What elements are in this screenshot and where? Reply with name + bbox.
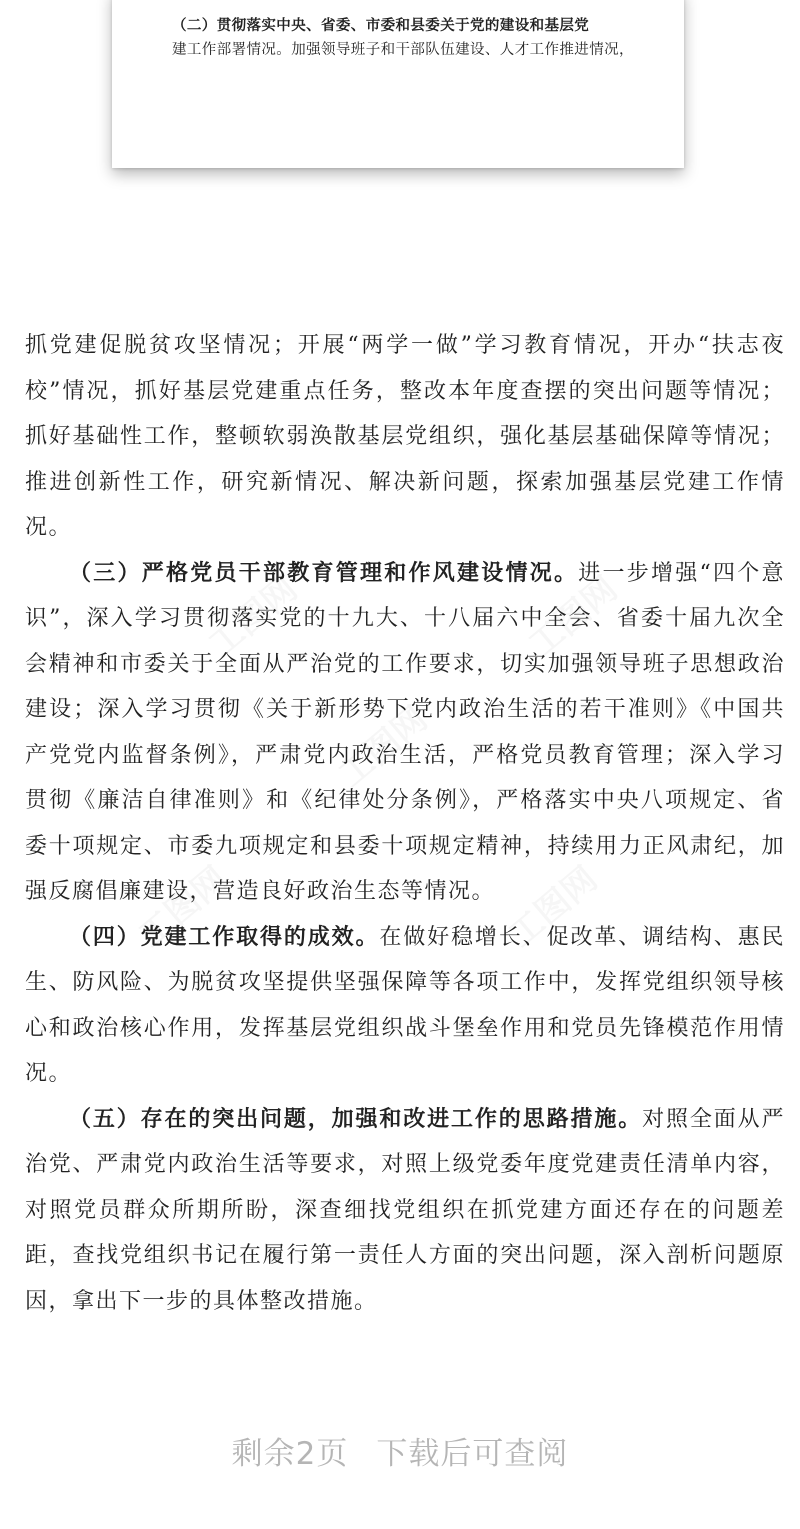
remaining-pages-label: 剩余2页 <box>231 1436 349 1472</box>
paragraph-text: 在做好稳增长、促改革、调结构、惠民生、防风险、为脱贫攻坚提供坚强保障等各项工作中，发挥党组织领导核心和政治核心作用，发挥基层党组织战斗堡垒作用和党员先锋模范作用情况。 <box>25 924 785 1086</box>
section-heading: （三）严格党员干部教育管理和作风建设情况。 <box>69 559 579 586</box>
section-heading: （四）党建工作取得的成效。 <box>69 923 380 950</box>
download-to-view-label: 下载后可查阅 <box>376 1436 569 1472</box>
section-heading: （五）存在的突出问题，加强和改进工作的思路措施。 <box>69 1105 643 1132</box>
preview-text-line: 建工作部署情况。加强领导班子和干部队伍建设、人才工作推进情况， <box>172 42 634 58</box>
paragraph-continuation <box>25 323 785 551</box>
paragraph-text: 进一步增强“四个意识”，深入学习贯彻落实党的十九大、十八届六中全会、省委十届九次全会精神和市委关于全面从严治党的工作要求，切实加强领导班子思想政治建设；深入学习贯彻《关于新形势下党内政治生活的若干准则》《中国共产党党内监督条例》，严肃党内政治生活，严格党员教育管理；深入学习贯彻《廉洁自律准则》和《纪律处分条例》，严格落实中央八项规定、省委十项规定、市委九项规定和县委十项规定精神，持续用力正风肃纪，加强反腐倡廉建设，营造良好政治生态等情况。 <box>25 560 785 904</box>
remaining-pages-notice[interactable] <box>0 1428 800 1473</box>
document-body <box>25 323 785 1324</box>
document-page-preview <box>112 0 684 168</box>
paragraph-section-5 <box>25 1097 785 1325</box>
paragraph-section-4 <box>25 915 785 1097</box>
paragraph-text: 对照全面从严治党、严肃党内政治生活等要求，对照上级党委年度党建责任清单内容，对照党员群众所期所盼，深查细找党组织在抓党建方面还存在的问题差距，查找党组织书记在履行第一责任人方面的突出问题，深入剖析问题原因，拿出下一步的具体整改措施。 <box>25 1106 785 1314</box>
preview-heading: （二）贯彻落实中央、省委、市委和县委关于党的建设和基层党 <box>172 17 590 34</box>
paragraph-text: 抓党建促脱贫攻坚情况；开展“两学一做”学习教育情况，开办“扶志夜校”情况，抓好基层党建重点任务，整改本年度查摆的突出问题等情况；抓好基础性工作，整顿软弱涣散基层党组织，强化基层基础保障等情况；推进创新性工作，研究新情况、解决新问题，探索加强基层党建工作情况。 <box>25 333 785 540</box>
paragraph-section-3 <box>25 551 785 915</box>
